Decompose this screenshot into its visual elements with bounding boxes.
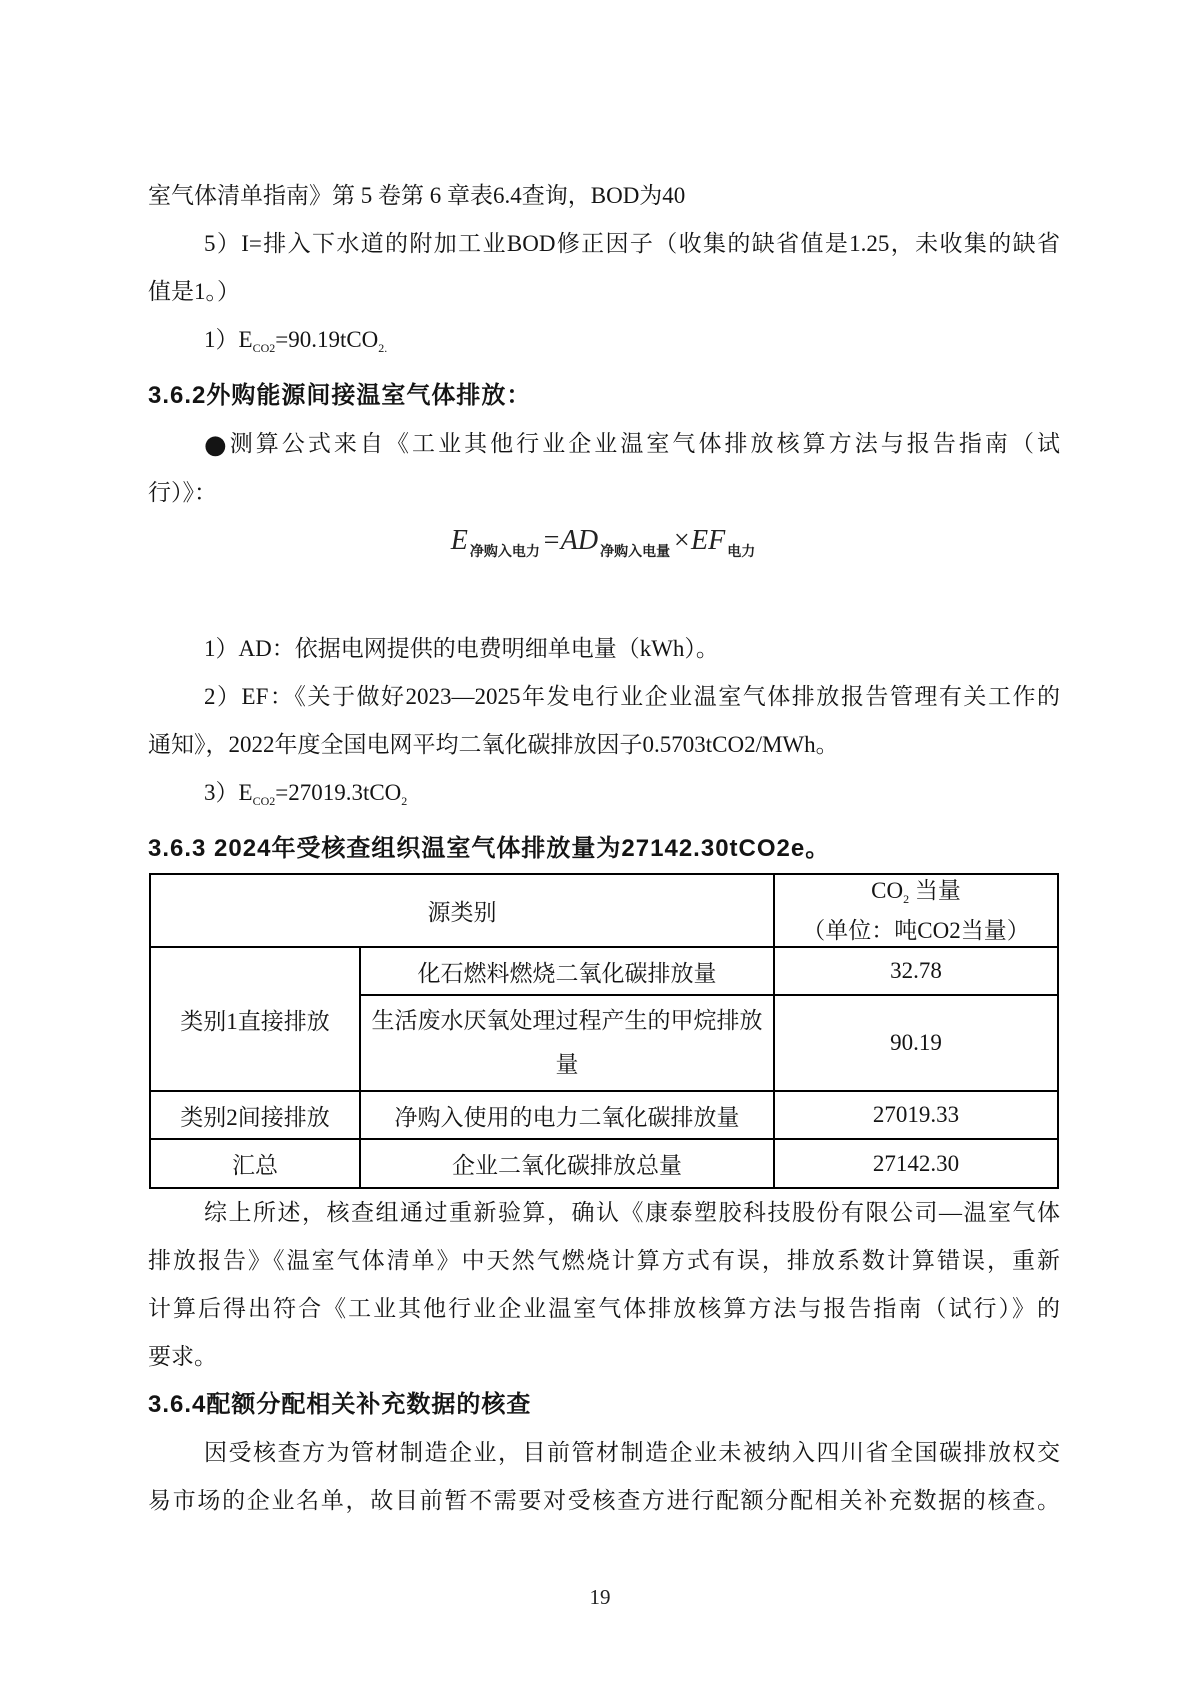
formula-net-purchased-electricity xyxy=(148,517,1060,577)
bullet-formula-text: 测算公式来自《工业其他行业企业温室气体排放核算方法与报告指南（试 xyxy=(229,431,1061,456)
page-number: 19 xyxy=(589,1585,611,1609)
formula-ef: EF xyxy=(691,525,726,556)
cell-desc-fossil-fuel: 化石燃料燃烧二氧化碳排放量 xyxy=(360,947,774,995)
cell-category-total: 汇总 xyxy=(150,1139,360,1188)
section-3-6-4-line-1: 因受核查方为管材制造企业，目前管材制造企业未被纳入四川省全国碳排放权交 xyxy=(204,1440,1060,1465)
eco2-27019-subscript: CO2 xyxy=(252,794,276,808)
cell-desc-total: 企业二氧化碳排放总量 xyxy=(360,1139,774,1188)
line-guide-reference: 室气体清单指南》第 5 卷第 6 章表6.4查询，BOD为40 xyxy=(148,183,686,208)
item-ef-line-1: 2）EF：《关于做好2023—2025年发电行业企业温室气体排放报告管理有关工作的 xyxy=(204,684,1060,709)
cell-category-1: 类别1直接排放 xyxy=(150,947,360,1091)
cell-desc-purchased-electricity: 净购入使用的电力二氧化碳排放量 xyxy=(360,1091,774,1139)
formula-lhs: E xyxy=(450,525,468,556)
item-5-line-2: 值是1。） xyxy=(148,279,240,304)
summary-line-1: 综上所述，核查组通过重新验算，确认《康泰塑胶科技股份有限公司—温室气体 xyxy=(204,1200,1060,1225)
equals-sign: = xyxy=(541,525,561,556)
emissions-table xyxy=(149,873,1059,1189)
eco2-90-subscript: CO2 xyxy=(252,341,276,355)
item-5-line-1: 5）I=排入下水道的附加工业BOD修正因子（收集的缺省值是1.25，未收集的缺省 xyxy=(204,231,1060,256)
eco2-27019-value: =27019.3tCO xyxy=(275,780,402,805)
times-sign: × xyxy=(672,525,692,556)
formula-ef-subscript: 电力 xyxy=(727,545,756,560)
summary-line-2: 排放报告》《温室气体清单》中天然气燃烧计算方式有误，排放系数计算错误，重新 xyxy=(148,1248,1060,1273)
formula-ad-subscript: 净购入电量 xyxy=(600,545,671,560)
eco2-90-prefix: 1）E xyxy=(204,327,253,352)
eco2-result-27019 xyxy=(148,769,1060,825)
section-3-6-2-heading: 3.6.2外购能源间接温室气体排放： xyxy=(148,382,532,409)
section-3-6-3-heading: 3.6.3 2024年受核查组织温室气体排放量为27142.30tCO2e。 xyxy=(148,835,831,862)
table-header-row xyxy=(150,874,1058,947)
bullet-formula-line-2: 行）》： xyxy=(148,480,217,505)
eco2-27019-unit-subscript: 2 xyxy=(401,794,408,808)
header-co2-equivalent xyxy=(774,874,1058,947)
body-text xyxy=(148,172,1060,1525)
header-co2-subscript: 2 xyxy=(903,892,910,906)
table-row xyxy=(150,1139,1058,1188)
cell-desc-wastewater-methane: 生活废水厌氧处理过程产生的甲烷排放量 xyxy=(360,995,774,1091)
table-row xyxy=(150,947,1058,995)
section-3-6-4-heading: 3.6.4配额分配相关补充数据的核查 xyxy=(148,1391,532,1418)
eco2-90-value: =90.19tCO xyxy=(275,327,379,352)
cell-value-wastewater-methane: 90.19 xyxy=(774,995,1058,1091)
formula-ad: AD xyxy=(560,525,599,556)
eco2-90-unit-subscript: 2. xyxy=(378,341,388,355)
cell-value-fossil-fuel: 32.78 xyxy=(774,947,1058,995)
header-source-category: 源类别 xyxy=(150,874,774,947)
header-co2-unit: （单位：吨CO2当量） xyxy=(802,918,1030,943)
bullet-icon: ● xyxy=(204,430,230,460)
cell-category-2: 类别2间接排放 xyxy=(150,1091,360,1139)
eco2-result-90 xyxy=(148,316,1060,372)
cell-value-total: 27142.30 xyxy=(774,1139,1058,1188)
section-3-6-4-line-2: 易市场的企业名单，故目前暂不需要对受核查方进行配额分配相关补充数据的核查。 xyxy=(148,1488,1060,1513)
cell-value-purchased-electricity: 27019.33 xyxy=(774,1091,1058,1139)
bullet-formula-line-1 xyxy=(148,420,1060,469)
item-ad-line: 1）AD：依据电网提供的电费明细单电量（kWh）。 xyxy=(204,636,719,661)
formula-lhs-subscript: 净购入电力 xyxy=(469,545,540,560)
item-ef-line-2: 通知》，2022年度全国电网平均二氧化碳排放因子0.5703tCO2/MWh。 xyxy=(148,732,839,757)
table-row xyxy=(150,1091,1058,1139)
header-co2-label: 当量 xyxy=(909,878,961,903)
summary-line-3: 计算后得出符合《工业其他行业企业温室气体排放核算方法与报告指南（试行）》的 xyxy=(148,1296,1060,1321)
summary-line-4: 要求。 xyxy=(148,1344,217,1369)
header-co2-text: CO xyxy=(871,878,904,903)
eco2-27019-prefix: 3）E xyxy=(204,780,253,805)
spacer-line xyxy=(148,577,1060,625)
